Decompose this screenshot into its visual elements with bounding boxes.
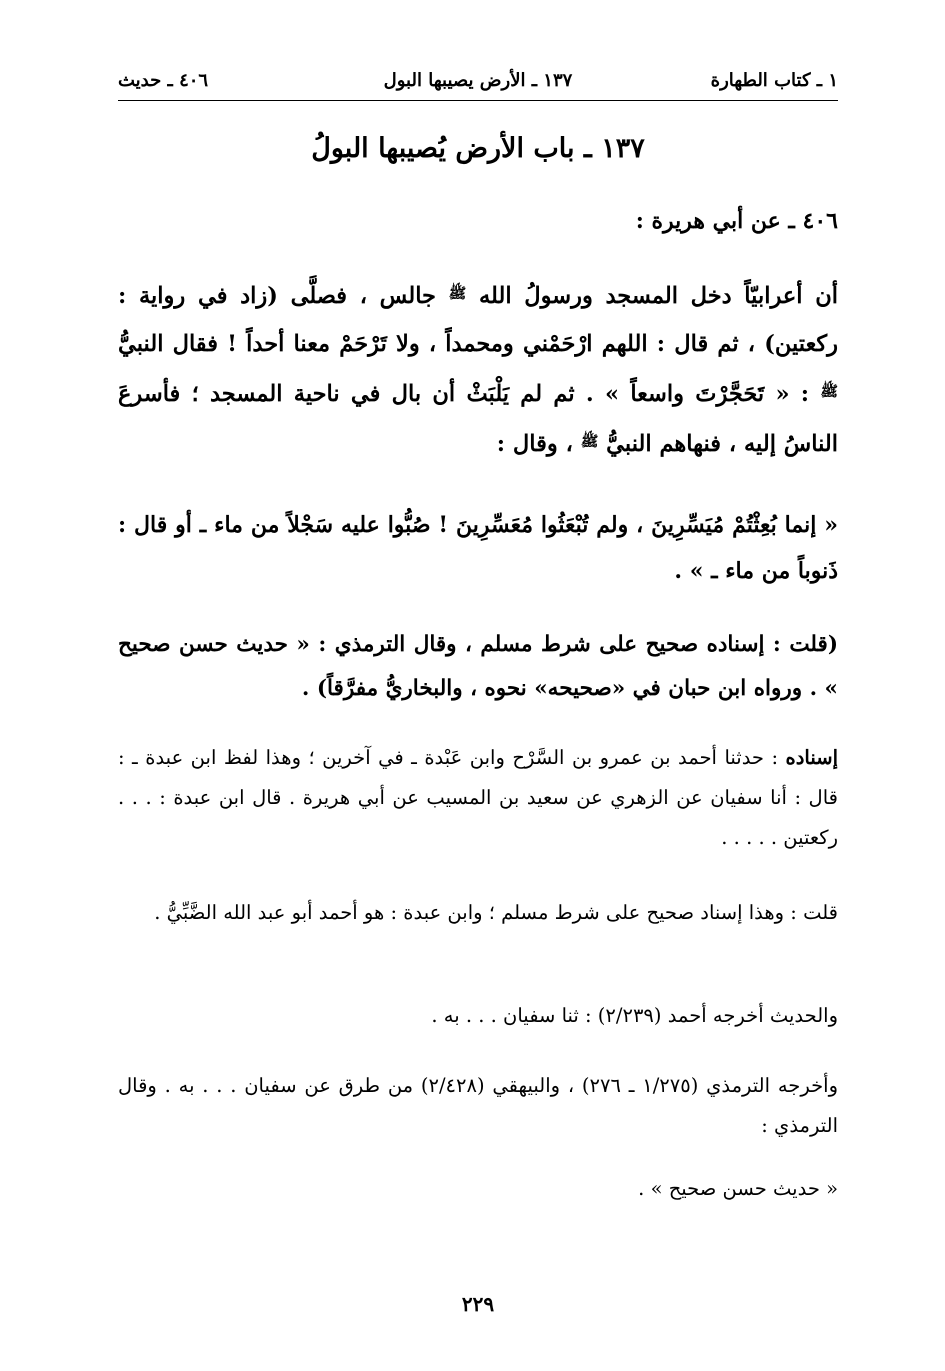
hadith-text-part-2: جالس ، فصلَّى (زاد في رواية : ركعتين) ، ثم قال : اللهم ارْحَمْني ومحمداً ، ولا تَرْحَمْ معنا أحداً ! فقال النبيُّ — [118, 283, 838, 358]
running-head — [118, 66, 838, 101]
salutation-glyph: ﷺ — [820, 383, 838, 401]
takhrij-ahmad: والحديث أخرجه أحمد (٢/٢٣٩) : ثنا سفيان . . . به . — [431, 1004, 838, 1027]
hadith-text-part-1: أن أعرابيّاً دخل المسجد ورسولُ الله — [466, 283, 839, 310]
salutation-glyph: ﷺ — [580, 433, 599, 451]
isnad-grading: قلت : وهذا إسناد صحيح على شرط مسلم ؛ وابن عبدة : هو أحمد أبو عبد الله الضَّبِّيُّ . — [154, 901, 838, 924]
hadith-text-part-3: : « تَحَجَّرْتَ واسعاً » . ثم لم يَلْبَثْ أن بال في ناحية المسجد ؛ فأسرعَ الناسُ إليه ، فنهاهم النبيُّ — [118, 381, 838, 458]
running-head-book: ١ ـ كتاب الطهارة — [710, 70, 838, 91]
tirmidhi-grading-quote: « حديث حسن صحيح » . — [638, 1177, 838, 1200]
isnad-paragraph — [118, 738, 838, 858]
chapter-title: ١٣٧ ـ باب الأرض يُصيبها البولُ — [311, 133, 645, 164]
isnad-label: إسناده — [785, 746, 838, 769]
hadith-text-part-4: ، وقال : — [496, 431, 581, 458]
hadith-number: ٤٠٦ ـ عن أبي هريرة : — [635, 208, 838, 234]
page-number: ٢٢٩ — [461, 1292, 495, 1316]
running-head-hadith: ٤٠٦ ـ حديث — [118, 70, 209, 91]
author-note: (قلت : إسناده صحيح على شرط مسلم ، وقال الترمذي : « حديث حسن صحيح » . ورواه ابن حبان في «صحيحه» نحوه ، والبخاريُّ مفرَّقاً) . — [118, 632, 838, 701]
salutation-glyph: ﷺ — [448, 285, 467, 302]
hadith-text — [118, 270, 838, 468]
prophet-saying: « إنما بُعِثْتُمْ مُيَسِّرِينَ ، ولم تُبْعَثُوا مُعَسِّرِينَ ! صُبُّوا عليه سَجْلاً من ماء ـ أو قال : ذَنوباً من ماء ـ » . — [118, 512, 838, 584]
takhrij-tirmidhi: وأخرجه الترمذي (١/٢٧٥ ـ ٢٧٦) ، والبيهقي (٢/٤٢٨) من طرق عن سفيان . . . به . وقال الترمذي : — [118, 1074, 838, 1137]
book-page — [118, 0, 838, 1371]
running-head-chapter: ١٣٧ ـ الأرض يصيبها البول — [383, 70, 573, 91]
isnad-text: : حدثنا أحمد بن عمرو بن السَّرْح وابن عَبْدة ـ في آخرين ؛ وهذا لفظ ابن عبدة ـ : قال : أنا سفيان عن الزهري عن سعيد بن المسيب عن أبي هريرة . قال ابن عبدة : . . . ركعتين . . . . . — [118, 746, 838, 849]
